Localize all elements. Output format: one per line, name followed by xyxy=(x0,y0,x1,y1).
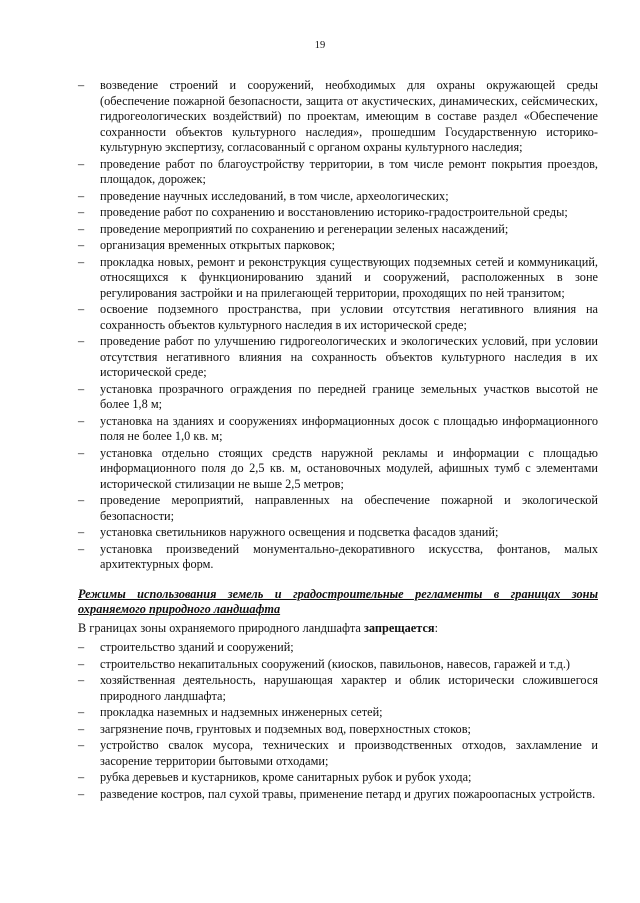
list-dash: – xyxy=(78,525,85,539)
list-dash: – xyxy=(78,381,85,396)
list-item-text: строительство зданий и сооружений; xyxy=(100,640,294,654)
list-dash: – xyxy=(78,721,85,736)
list-dash: – xyxy=(78,334,85,348)
list-item-text: установка прозрачного ограждения по передней границе земельных участков высотой не более 1,8 м; xyxy=(100,381,598,411)
list-item-text: установка отдельно стоящих средств наружной рекламы и информации с площадью информационного поля до 2,5 кв. м, остановочных модулей, афишных тумб с элементами исторической стилизации не выше 2,5 метров; xyxy=(100,445,598,491)
list-item xyxy=(78,640,598,656)
list-item xyxy=(78,238,598,254)
list-dash: – xyxy=(78,302,85,316)
list-item-text: загрязнение почв, грунтовых и подземных вод, поверхностных стоков; xyxy=(100,721,471,736)
intro-text: В границах зоны охраняемого природного ландшафта xyxy=(78,620,364,635)
list-item-text: освоение подземного пространства, при условии отсутствия негативного влияния на сохранность объектов культурного наследия в их исторической среде; xyxy=(100,302,598,332)
list-item xyxy=(78,222,598,238)
list-dash: – xyxy=(78,205,85,219)
list-dash: – xyxy=(78,188,85,203)
list-dash: – xyxy=(78,673,85,687)
list-item-text: рубка деревьев и кустарников, кроме санитарных рубок и рубок ухода; xyxy=(100,770,472,784)
list-dash: – xyxy=(78,221,85,236)
list-item xyxy=(78,787,598,803)
list-item xyxy=(78,738,598,769)
list-item-text: прокладка новых, ремонт и реконструкция существующих подземных сетей и коммуникаций, относящихся к функционированию зданий и сооружений, расположенных в зоне регулирования застройки и на прилегающей территории, проходящих по ней транзитом; xyxy=(100,254,598,300)
list-dash: – xyxy=(78,78,85,92)
list-dash: – xyxy=(78,413,85,428)
list-item xyxy=(78,189,598,205)
list-item-text: проведение работ по сохранению и восстановлению историко-градостроительной среды; xyxy=(100,205,568,219)
intro-paragraph xyxy=(78,621,598,637)
list-item xyxy=(78,770,598,786)
list-item xyxy=(78,334,598,381)
list-item-text: разведение костров, пал сухой травы, применение петард и других пожароопасных устройств. xyxy=(100,786,596,801)
prohibited-works-list xyxy=(78,640,598,802)
list-dash: – xyxy=(78,656,85,671)
list-item-text: установка на зданиях и сооружениях информационных досок с площадью информационного поля не более 1,0 кв. м; xyxy=(100,413,598,443)
list-item xyxy=(78,446,598,493)
list-item-text: установка светильников наружного освещения и подсветка фасадов зданий; xyxy=(100,525,499,539)
list-item xyxy=(78,157,598,188)
list-item-text: проведение мероприятий по сохранению и регенерации зеленых насаждений; xyxy=(100,221,509,236)
list-item xyxy=(78,414,598,445)
list-dash: – xyxy=(78,238,85,252)
list-item xyxy=(78,525,598,541)
list-item xyxy=(78,705,598,721)
page-number: 19 xyxy=(314,40,326,51)
list-item xyxy=(78,78,598,156)
list-item-text: организация временных открытых парковок; xyxy=(100,238,336,252)
list-item xyxy=(78,302,598,333)
list-item-text: установка произведений монументально-декоративного искусства, фонтанов, малых архитектурных форм. xyxy=(100,541,598,571)
list-item xyxy=(78,382,598,413)
list-dash: – xyxy=(78,254,85,269)
list-dash: – xyxy=(78,786,85,801)
list-item-text: хозяйственная деятельность, нарушающая характер и облик исторически сложившегося природного ландшафта; xyxy=(100,673,598,703)
list-dash: – xyxy=(78,738,85,752)
list-dash: – xyxy=(78,705,85,719)
section-heading: Режимы использования земель и градостроительные регламенты в границах зоны охраняемого природного ландшафта xyxy=(78,586,598,616)
list-dash: – xyxy=(78,541,85,556)
list-item xyxy=(78,657,598,673)
list-dash: – xyxy=(78,640,85,654)
list-item-text: проведение работ по благоустройству территории, в том числе ремонт покрытия проездов, площадок, дорожек; xyxy=(100,156,598,186)
intro-end: : xyxy=(434,620,438,635)
list-dash: – xyxy=(78,445,85,460)
list-item-text: проведение научных исследований, в том числе, археологических; xyxy=(100,188,449,203)
list-dash: – xyxy=(78,493,85,507)
list-item xyxy=(78,205,598,221)
list-item-text: проведение мероприятий, направленных на обеспечение пожарной и экологической безопасности; xyxy=(100,493,598,523)
document-body xyxy=(78,78,598,803)
list-item-text: устройство свалок мусора, технических и производственных отходов, захламление и засорение территории бытовыми отходами; xyxy=(100,738,598,768)
list-item xyxy=(78,493,598,524)
permitted-works-list xyxy=(78,78,598,573)
intro-bold: запрещается xyxy=(363,620,435,635)
list-item xyxy=(78,673,598,704)
list-item-text: прокладка наземных и надземных инженерных сетей; xyxy=(100,705,383,719)
list-item xyxy=(78,542,598,573)
list-item-text: строительство некапитальных сооружений (киосков, павильонов, навесов, гаражей и т.д.) xyxy=(100,656,571,671)
list-item-text: возведение строений и сооружений, необходимых для охраны окружающей среды (обеспечение пожарной безопасности, защита от акустических, динамических, сейсмических, гидрогеологических воздействий) по проектам, имеющим в составе раздел «Обеспечение сохранности объектов культурного наследия», прошедшим Государственную историко-культурную экспертизу, согласованный с органом охраны культурного наследия; xyxy=(100,78,598,154)
list-item-text: проведение работ по улучшению гидрогеологических и экологических условий, при условии отсутствия негативного влияния на сохранность объектов культурного наследия в их исторической среде; xyxy=(100,334,598,379)
list-dash: – xyxy=(78,156,85,171)
list-item xyxy=(78,722,598,738)
list-item xyxy=(78,255,598,302)
list-dash: – xyxy=(78,770,85,784)
